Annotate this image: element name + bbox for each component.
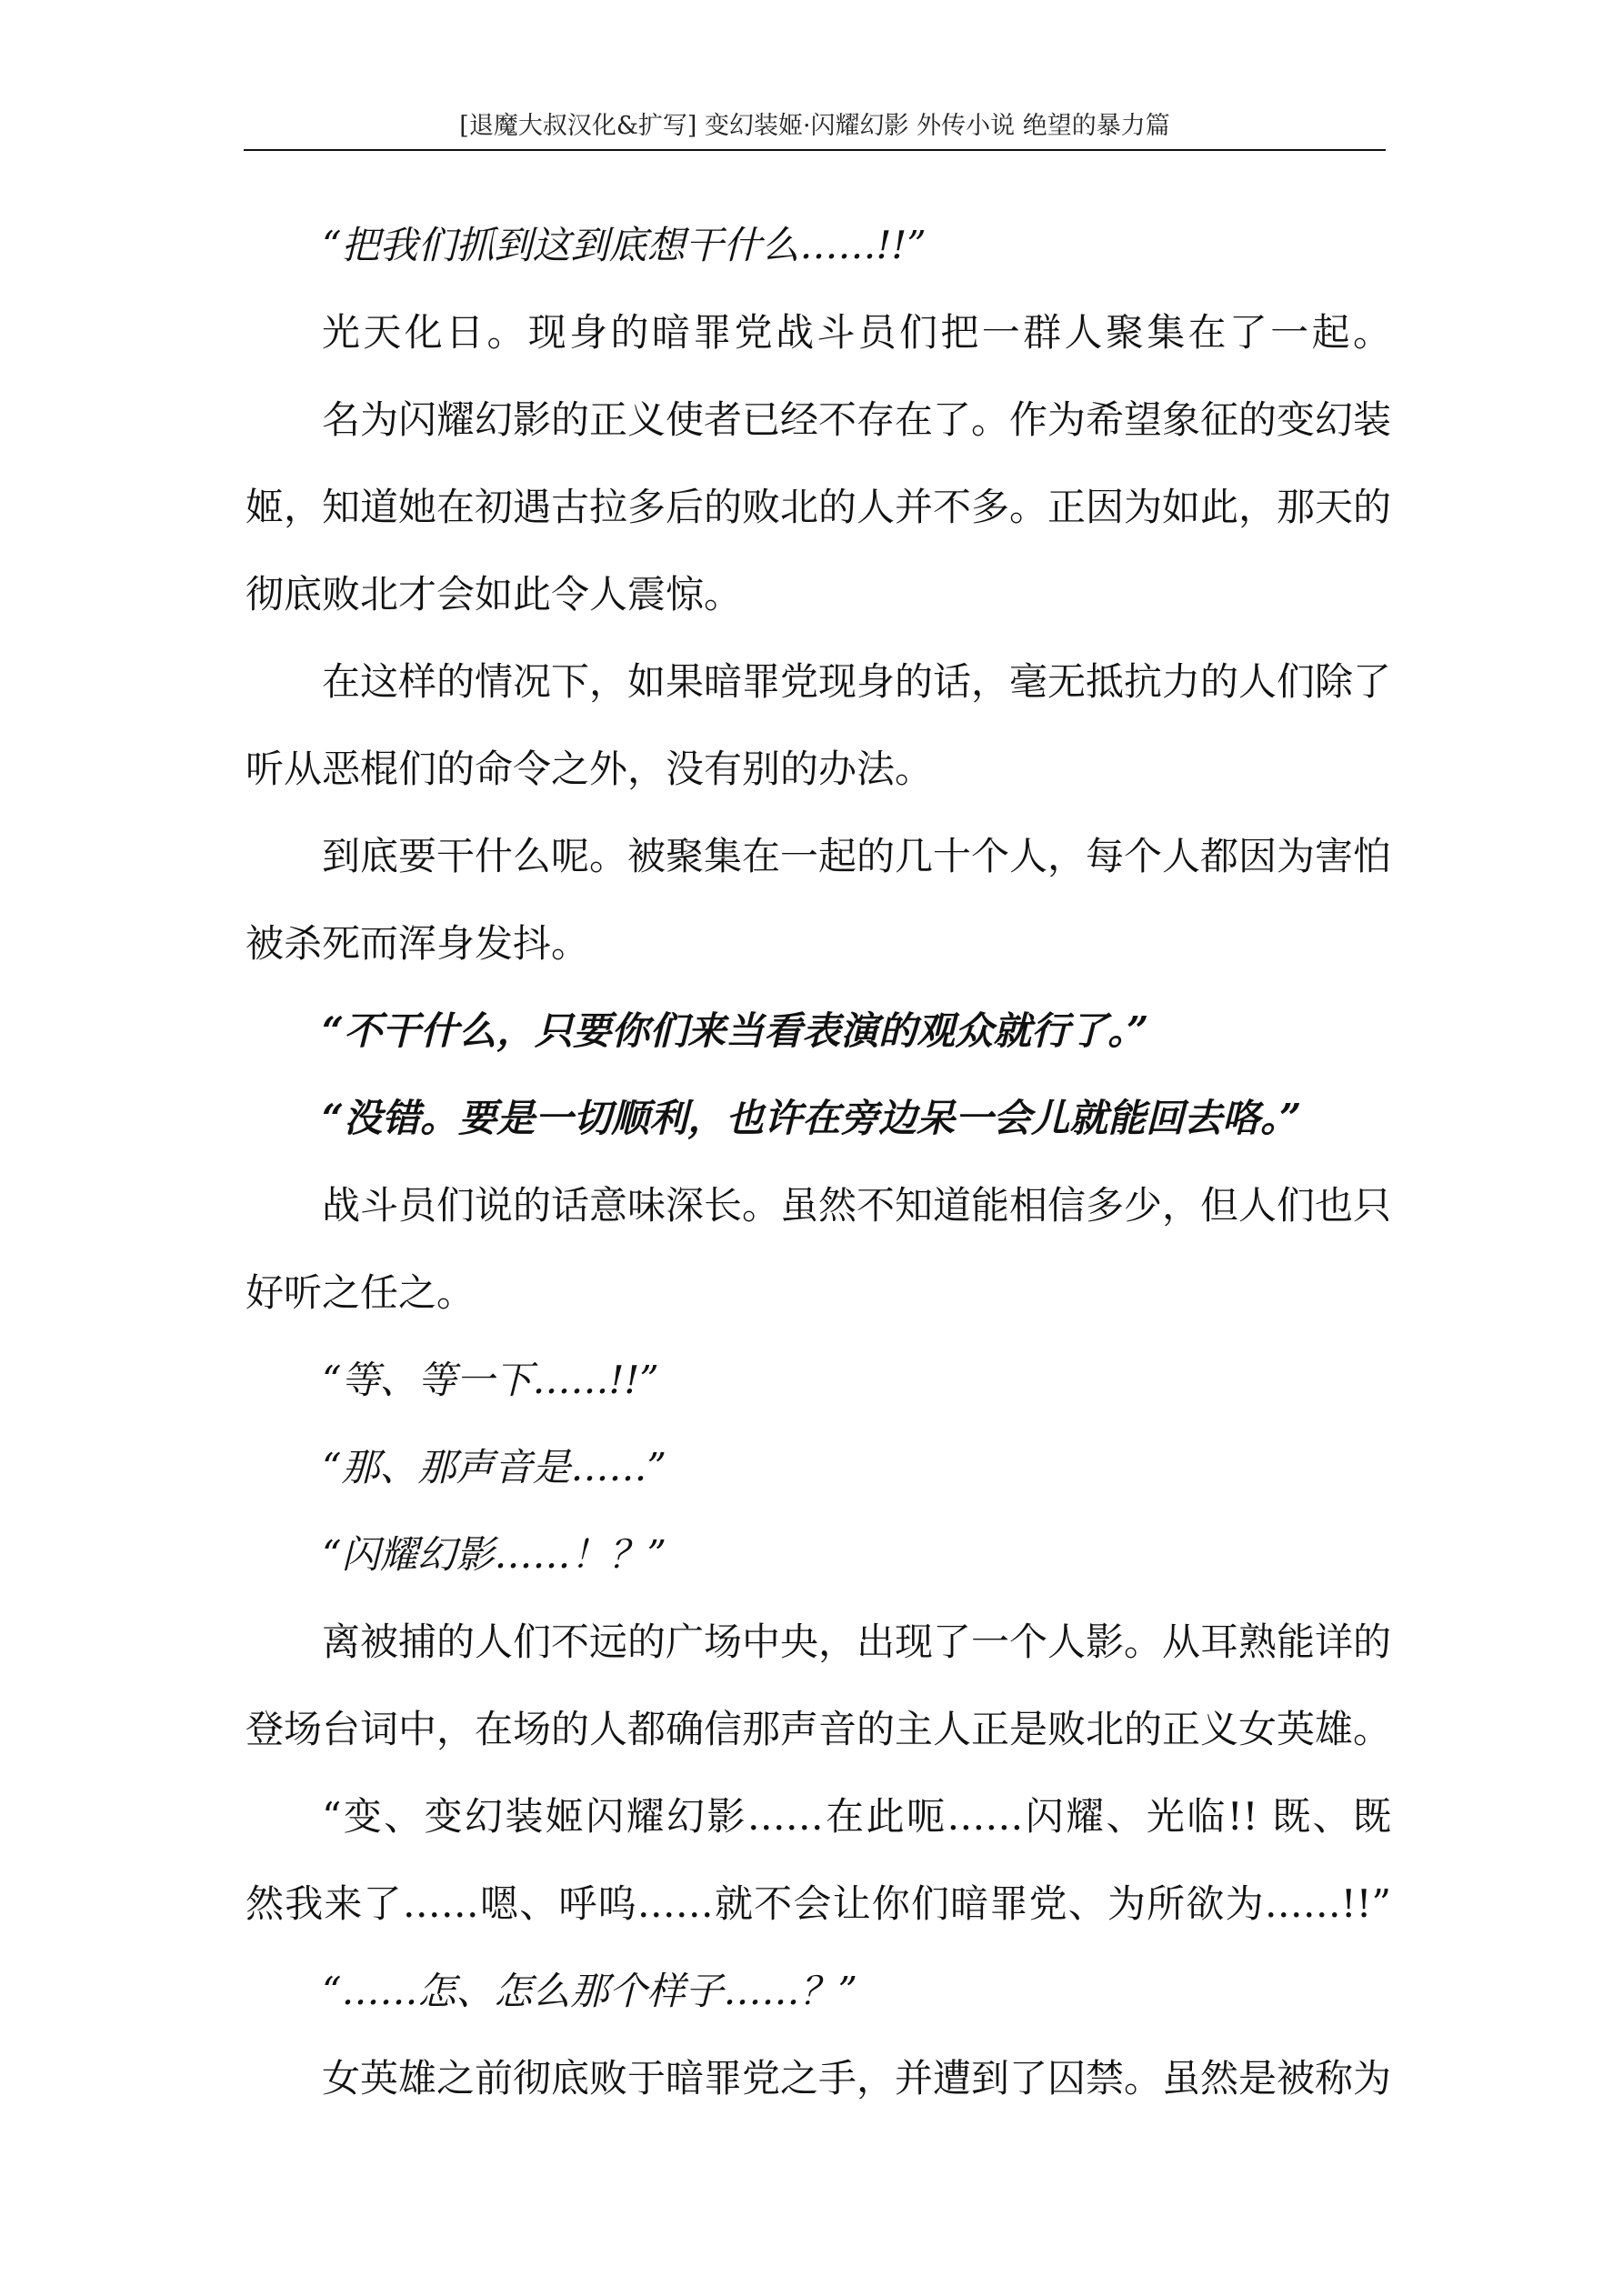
- text-line: “那、那声音是……”: [322, 1445, 666, 1489]
- text-line: 光天化日。现身的暗罪党战斗员们把一群人聚集在了一起。: [322, 310, 1391, 355]
- text-line: 战斗员们说的话意味深长。虽然不知道能相信多少，但人们也只: [322, 1183, 1392, 1228]
- text-line: “变、变幻装姬闪耀幻影……在此呃……闪耀、光临!! 既、既: [322, 1794, 1391, 1839]
- page-header: [退魔大叔汉化&扩写] 变幻装姬·闪耀幻影 外传小说 绝望的暴力篇: [459, 112, 1170, 140]
- text-line: “把我们抓到这到底想干什么……!!”: [322, 223, 927, 267]
- text-line: 女英雄之前彻底败于暗罪党之手，并遭到了囚禁。虽然是被称为: [322, 2056, 1392, 2100]
- text-line: 彻底败北才会如此令人震惊。: [245, 572, 743, 617]
- text-line: “闪耀幻影……！？”: [322, 1532, 666, 1577]
- text-line: 到底要干什么呢。被聚集在一起的几十个人，每个人都因为害怕: [322, 834, 1392, 878]
- text-line: 离被捕的人们不远的广场中央，出现了一个人影。从耳熟能详的: [322, 1619, 1392, 1664]
- text-line: 听从恶棍们的命令之外，没有别的办法。: [245, 747, 934, 791]
- text-line: “……怎、怎么那个样子……？”: [322, 1969, 857, 2013]
- text-line: 姬，知道她在初遇古拉多后的败北的人并不多。正因为如此，那天的: [245, 485, 1392, 529]
- text-line: “等、等一下……!!”: [322, 1358, 659, 1402]
- text-line: 登场台词中，在场的人都确信那声音的主人正是败北的正义女英雄。: [245, 1707, 1392, 1751]
- text-line: 然我来了……嗯、呼呜……就不会让你们暗罪党、为所欲为……!!”: [245, 1881, 1391, 1926]
- text-line: “没错。要是一切顺利，也许在旁边呆一会儿就能回去咯。”: [322, 1096, 1302, 1140]
- text-line: 在这样的情况下，如果暗罪党现身的话，毫无抵抗力的人们除了: [322, 659, 1392, 704]
- document-body: [245, 202, 1391, 2122]
- text-line: 名为闪耀幻影的正义使者已经不存在了。作为希望象征的变幻装: [322, 397, 1392, 442]
- header-rule: [244, 149, 1386, 151]
- text-line: 好听之任之。: [245, 1270, 476, 1315]
- text-line: 被杀死而浑身发抖。: [245, 921, 590, 966]
- text-line: “不干什么，只要你们来当看表演的观众就行了。”: [322, 1008, 1149, 1053]
